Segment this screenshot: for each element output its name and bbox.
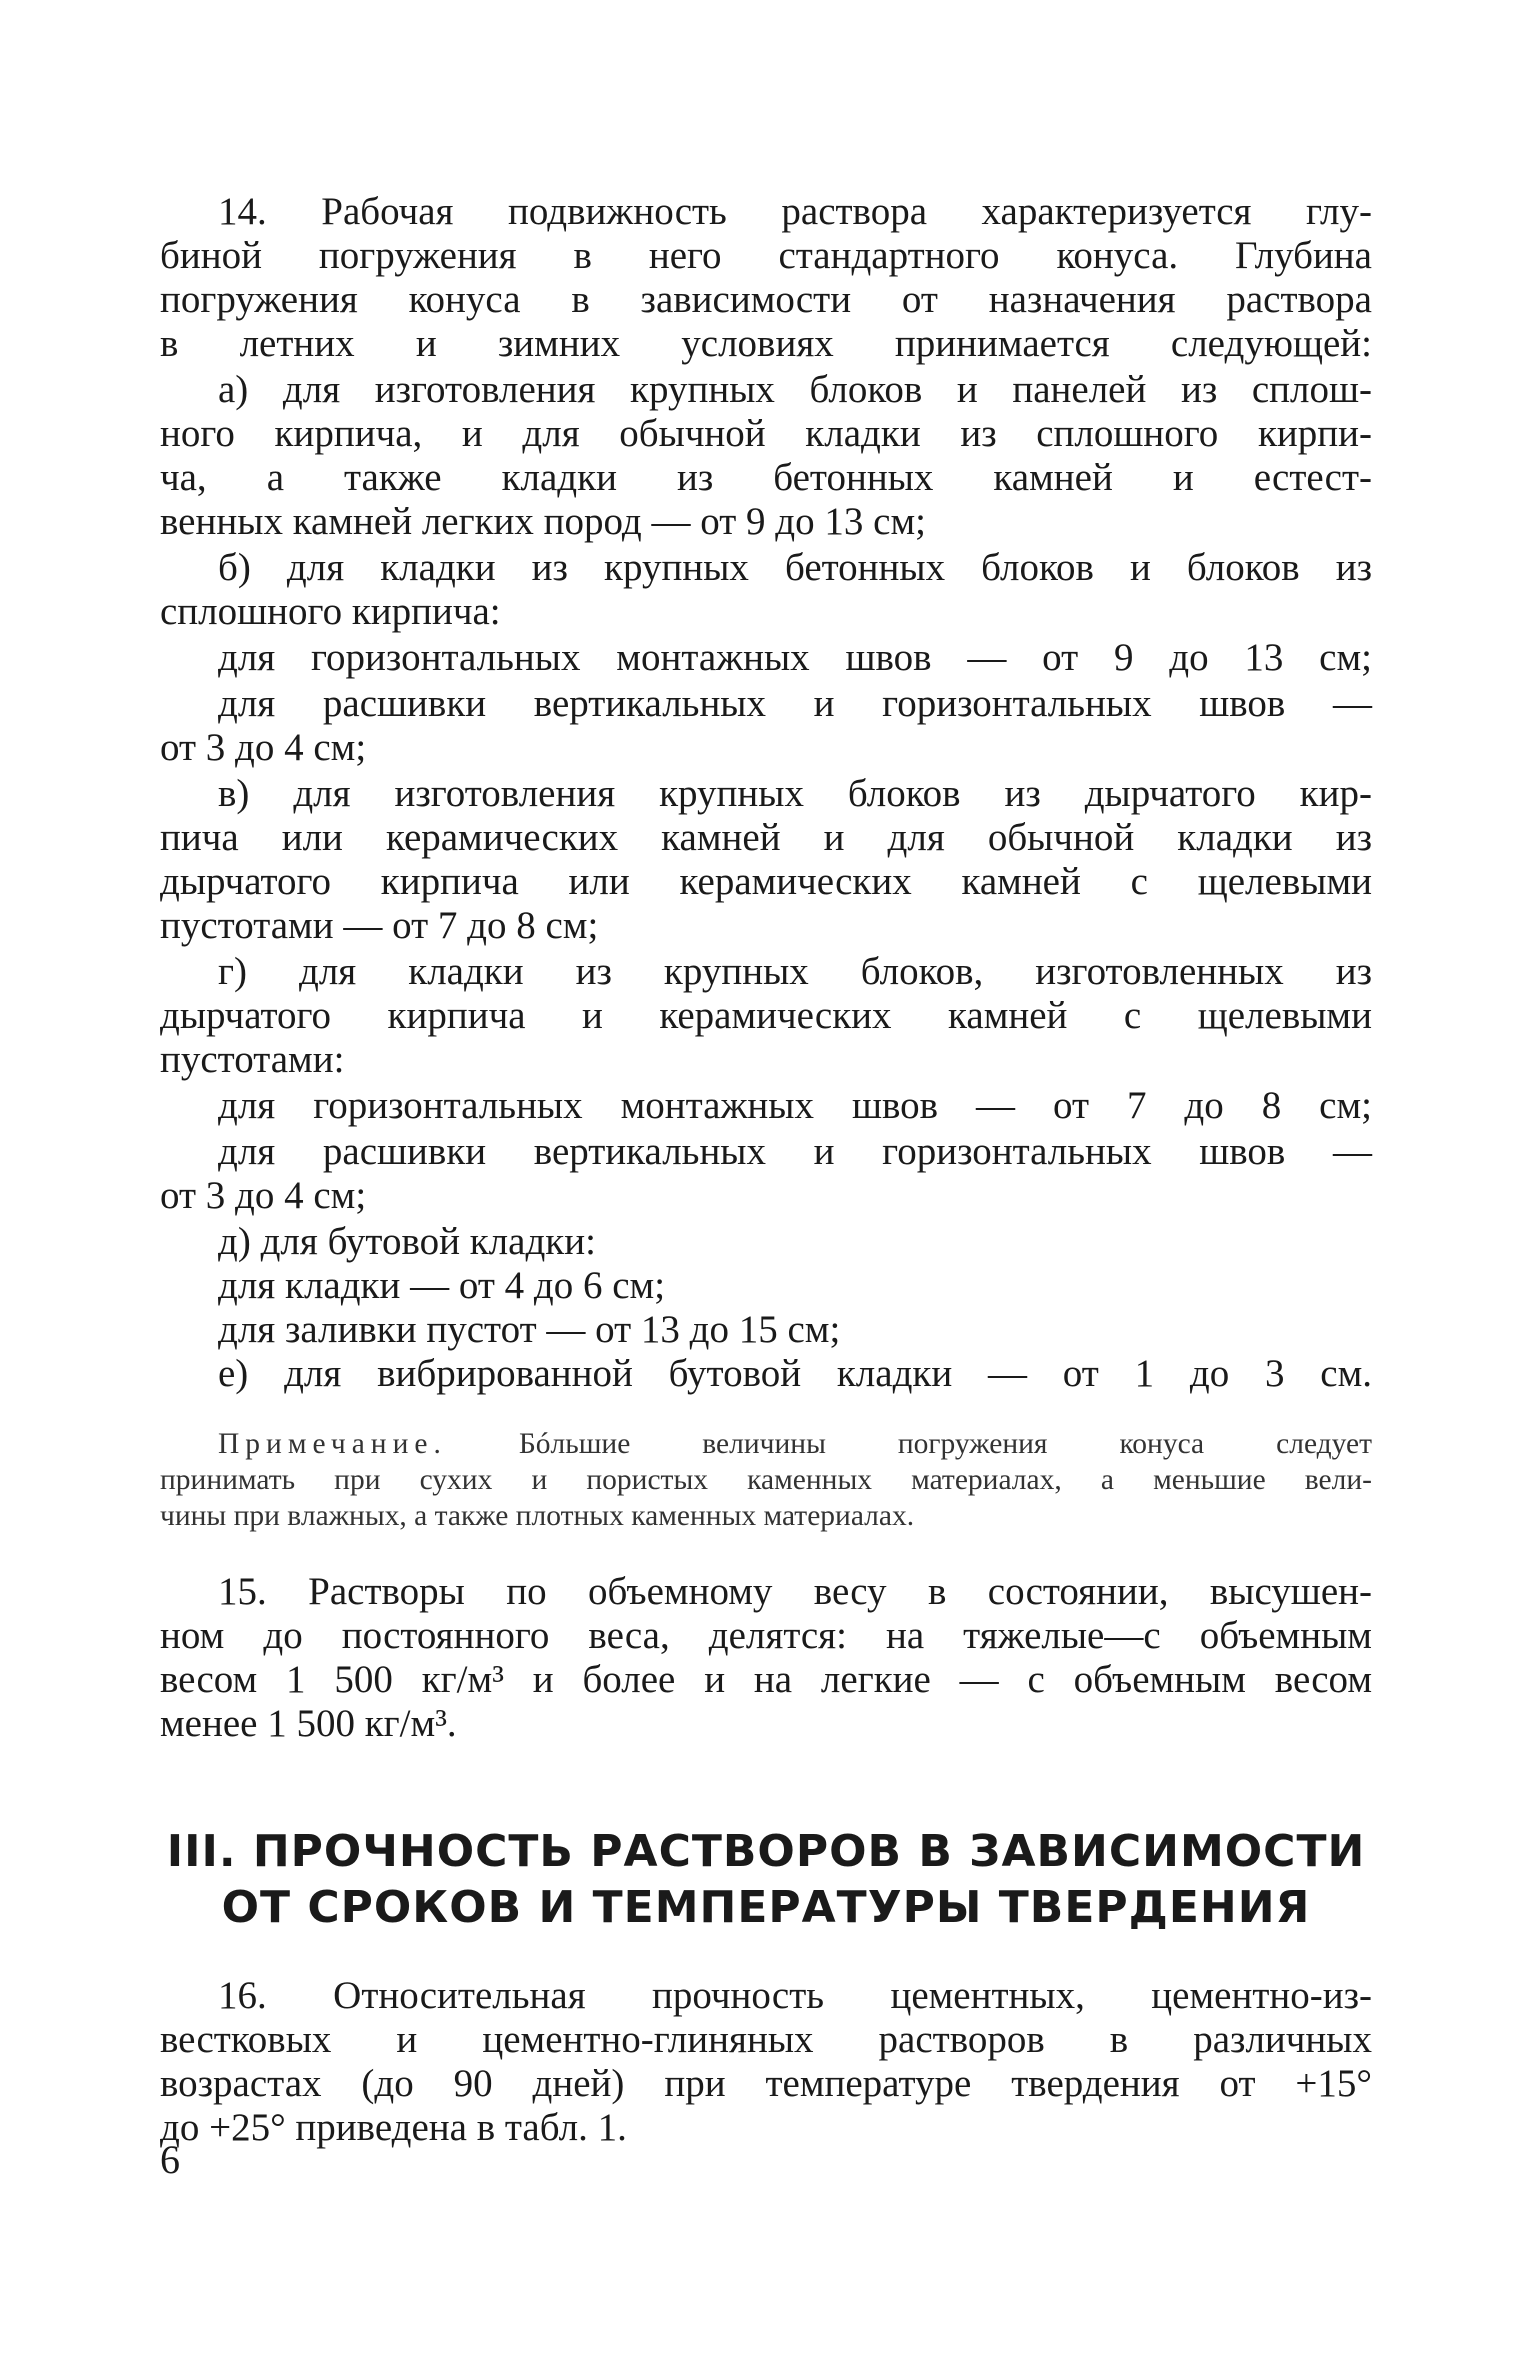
item-a-line-2: ного кирпича, и для обычной кладки из сплошного кирпи- <box>160 412 1372 455</box>
paragraph-14-line-1: 14. Рабочая подвижность раствора характеризуется глу- <box>218 190 1372 233</box>
paragraph-16-line-2: вестковых и цементно-глиняных растворов в различных <box>160 2018 1372 2061</box>
note-line-1 <box>218 1426 1372 1462</box>
paragraph-16-line-4: до +25° приведена в табл. 1. <box>160 2106 627 2149</box>
note-line-1-text: Бóльшие величины погружения конуса следует <box>518 1428 1373 1460</box>
item-g-sub-1: для горизонтальных монтажных швов — от 7 до 8 см; <box>218 1084 1372 1127</box>
item-b-line-1: б) для кладки из крупных бетонных блоков и блоков из <box>218 546 1372 589</box>
item-b-line-2: сплошного кирпича: <box>160 590 501 633</box>
paragraph-15-line-1: 15. Растворы по объемному весу в состоянии, высушен- <box>218 1570 1372 1613</box>
item-v-line-2: пича или керамических камней и для обычной кладки из <box>160 816 1372 859</box>
section-heading-line-1: III. ПРОЧНОСТЬ РАСТВОРОВ В ЗАВИСИМОСТИ <box>166 1826 1366 1877</box>
paragraph-16-line-3: возрастах (до 90 дней) при температуре твердения от +15° <box>160 2062 1372 2105</box>
item-b-sub-1: для горизонтальных монтажных швов — от 9 до 13 см; <box>218 636 1372 679</box>
item-e-line-1: е) для вибрированной бутовой кладки — от 1 до 3 см. <box>218 1352 1372 1395</box>
item-g-sub-2-line-2: от 3 до 4 см; <box>160 1174 367 1217</box>
item-v-line-4: пустотами — от 7 до 8 см; <box>160 904 599 947</box>
item-a-line-3: ча, а также кладки из бетонных камней и естест- <box>160 456 1372 499</box>
item-v-line-1: в) для изготовления крупных блоков из дырчатого кир- <box>218 772 1372 815</box>
item-g-line-1: г) для кладки из крупных блоков, изготовленных из <box>218 950 1372 993</box>
item-a-line-1: а) для изготовления крупных блоков и панелей из сплош- <box>218 368 1372 411</box>
paragraph-16-line-1: 16. Относительная прочность цементных, цементно-из- <box>218 1974 1372 2017</box>
item-d-sub-1: для кладки — от 4 до 6 см; <box>218 1264 666 1307</box>
item-d-line-1: д) для бутовой кладки: <box>218 1220 596 1263</box>
item-a-line-4: венных камней легких пород — от 9 до 13 см; <box>160 500 926 543</box>
note-line-2: принимать при сухих и пористых каменных материалах, а меньшие вели- <box>160 1464 1372 1496</box>
note-label: Примечание. <box>218 1428 447 1460</box>
item-d-sub-2: для заливки пустот — от 13 до 15 см; <box>218 1308 841 1351</box>
paragraph-14-line-4: в летних и зимних условиях принимается следующей: <box>160 322 1372 365</box>
item-v-line-3: дырчатого кирпича или керамических камней с щелевыми <box>160 860 1372 903</box>
paragraph-15-line-4: менее 1 500 кг/м³. <box>160 1702 457 1745</box>
paragraph-15-line-3: весом 1 500 кг/м³ и более и на легкие — с объемным весом <box>160 1658 1372 1701</box>
note-line-3: чины при влажных, а также плотных каменных материалах. <box>160 1500 915 1532</box>
paragraph-15-line-2: ном до постоянного веса, делятся: на тяжелые—с объемным <box>160 1614 1372 1657</box>
paragraph-14-line-3: погружения конуса в зависимости от назначения раствора <box>160 278 1372 321</box>
item-b-sub-2-line-2: от 3 до 4 см; <box>160 726 367 769</box>
item-b-sub-2-line-1: для расшивки вертикальных и горизонтальных швов — <box>218 682 1372 725</box>
item-g-line-2: дырчатого кирпича и керамических камней с щелевыми <box>160 994 1372 1037</box>
section-heading-line-2: ОТ СРОКОВ И ТЕМПЕРАТУРЫ ТВЕРДЕНИЯ <box>221 1882 1311 1933</box>
page-number: 6 <box>160 2137 180 2182</box>
item-g-line-3: пустотами: <box>160 1038 345 1081</box>
item-g-sub-2-line-1: для расшивки вертикальных и горизонтальных швов — <box>218 1130 1372 1173</box>
paragraph-14-line-2: биной погружения в него стандартного конуса. Глубина <box>160 234 1372 277</box>
